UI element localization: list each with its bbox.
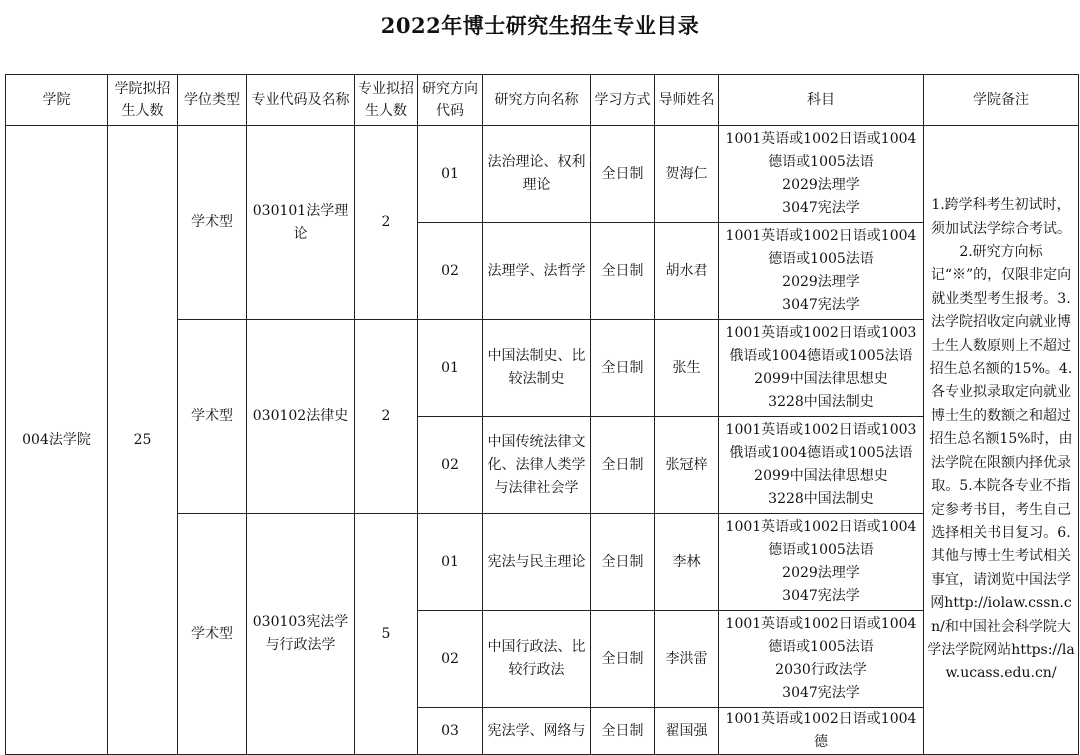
direction-code: 02 (418, 417, 483, 514)
direction-name: 法理学、法哲学 (483, 223, 591, 320)
tutor-name: 李洪雷 (655, 611, 719, 708)
study-mode: 全日制 (591, 611, 655, 708)
direction-code: 03 (418, 708, 483, 755)
subjects (719, 223, 924, 320)
subject-line: 1001英语或1002日语或1003俄语或1004德语或1005法语 (725, 325, 917, 364)
study-mode: 全日制 (591, 223, 655, 320)
major-quota: 2 (355, 126, 418, 320)
subject-line: 2099中国法律思想史 (754, 468, 888, 484)
header-notes: 学院备注 (924, 75, 1079, 126)
subjects (719, 320, 924, 417)
header-major-quota: 专业拟招生人数 (355, 75, 418, 126)
study-mode: 全日制 (591, 514, 655, 611)
tutor-name: 贺海仁 (655, 126, 719, 223)
header-direction-name: 研究方向名称 (483, 75, 591, 126)
header-college: 学院 (6, 75, 108, 126)
direction-name: 法治理论、权利理论 (483, 126, 591, 223)
college-quota: 25 (108, 126, 178, 755)
catalog-table (5, 74, 1079, 755)
subject-line: 1001英语或1002日语或1004德语或1005法语 (725, 616, 917, 655)
subject-line: 3047宪法学 (782, 200, 860, 216)
tutor-name: 翟国强 (655, 708, 719, 755)
subject-line: 2029法理学 (782, 274, 860, 290)
direction-name: 中国传统法律文化、法律人类学与法律社会学 (483, 417, 591, 514)
degree-type: 学术型 (178, 126, 247, 320)
subjects (719, 708, 924, 755)
direction-code: 01 (418, 514, 483, 611)
study-mode: 全日制 (591, 417, 655, 514)
subject-line: 2030行政法学 (775, 662, 867, 678)
college-notes: 1.跨学科考生初试时，须加试法学综合考试。2.研究方向标记“※”的，仅限非定向就业类型考生报考。3.法学院招收定向就业博士生人数原则上不超过招生总名额的15%。4.各专业拟录取定向就业博士生的数额之和超过招生总名额15%时，由法学院在限额内择优录取。5.本院各专业不指定参考书目，考生自己选择相关书目复习。6.其他与博士生考试相关事宜，请浏览中国法学网http://iolaw.cssn.cn/和中国社会科学院大学法学院网站https://law.ucass.edu.cn/ (924, 126, 1079, 755)
subject-line: 3047宪法学 (782, 297, 860, 313)
page-title: 2022年博士研究生招生专业目录 (380, 13, 700, 38)
header-subjects: 科目 (719, 75, 924, 126)
tutor-name: 张生 (655, 320, 719, 417)
tutor-name: 胡水君 (655, 223, 719, 320)
study-mode: 全日制 (591, 126, 655, 223)
direction-name: 中国行政法、比较行政法 (483, 611, 591, 708)
subject-line: 1001英语或1002日语或1004德语或1005法语 (725, 228, 917, 267)
subject-line: 2029法理学 (782, 565, 860, 581)
major-name: 030103宪法学与行政法学 (247, 514, 355, 755)
direction-code: 01 (418, 126, 483, 223)
subject-line: 1001英语或1002日语或1004德语或1005法语 (725, 131, 917, 170)
subjects (719, 611, 924, 708)
direction-code: 01 (418, 320, 483, 417)
direction-name: 中国法制史、比较法制史 (483, 320, 591, 417)
header-direction-code: 研究方向代码 (418, 75, 483, 126)
direction-code: 02 (418, 223, 483, 320)
degree-type: 学术型 (178, 320, 247, 514)
subjects (719, 126, 924, 223)
subject-line: 3047宪法学 (782, 588, 860, 604)
college-name: 004法学院 (6, 126, 108, 755)
subjects (719, 417, 924, 514)
subject-line: 1001英语或1002日语或1004德语或1005法语 (725, 519, 917, 558)
header-degree: 学位类型 (178, 75, 247, 126)
header-college-quota: 学院拟招生人数 (108, 75, 178, 126)
major-name: 030102法律史 (247, 320, 355, 514)
study-mode: 全日制 (591, 320, 655, 417)
table-row (6, 126, 1079, 223)
header-study-mode: 学习方式 (591, 75, 655, 126)
direction-name: 宪法学、网络与 (483, 708, 591, 755)
subject-line: 1001英语或1002日语或1004德 (725, 711, 917, 750)
tutor-name: 李林 (655, 514, 719, 611)
major-quota: 5 (355, 514, 418, 755)
subject-line: 2029法理学 (782, 177, 860, 193)
major-quota: 2 (355, 320, 418, 514)
header-tutor: 导师姓名 (655, 75, 719, 126)
subject-line: 3047宪法学 (782, 685, 860, 701)
subject-line: 3228中国法制史 (768, 394, 874, 410)
degree-type: 学术型 (178, 514, 247, 755)
subject-line: 1001英语或1002日语或1003俄语或1004德语或1005法语 (725, 422, 917, 461)
direction-name: 宪法与民主理论 (483, 514, 591, 611)
subject-line: 3228中国法制史 (768, 491, 874, 507)
subjects (719, 514, 924, 611)
study-mode: 全日制 (591, 708, 655, 755)
major-name: 030101法学理论 (247, 126, 355, 320)
direction-code: 02 (418, 611, 483, 708)
subject-line: 2099中国法律思想史 (754, 371, 888, 387)
header-row (6, 75, 1079, 126)
tutor-name: 张冠梓 (655, 417, 719, 514)
header-major: 专业代码及名称 (247, 75, 355, 126)
